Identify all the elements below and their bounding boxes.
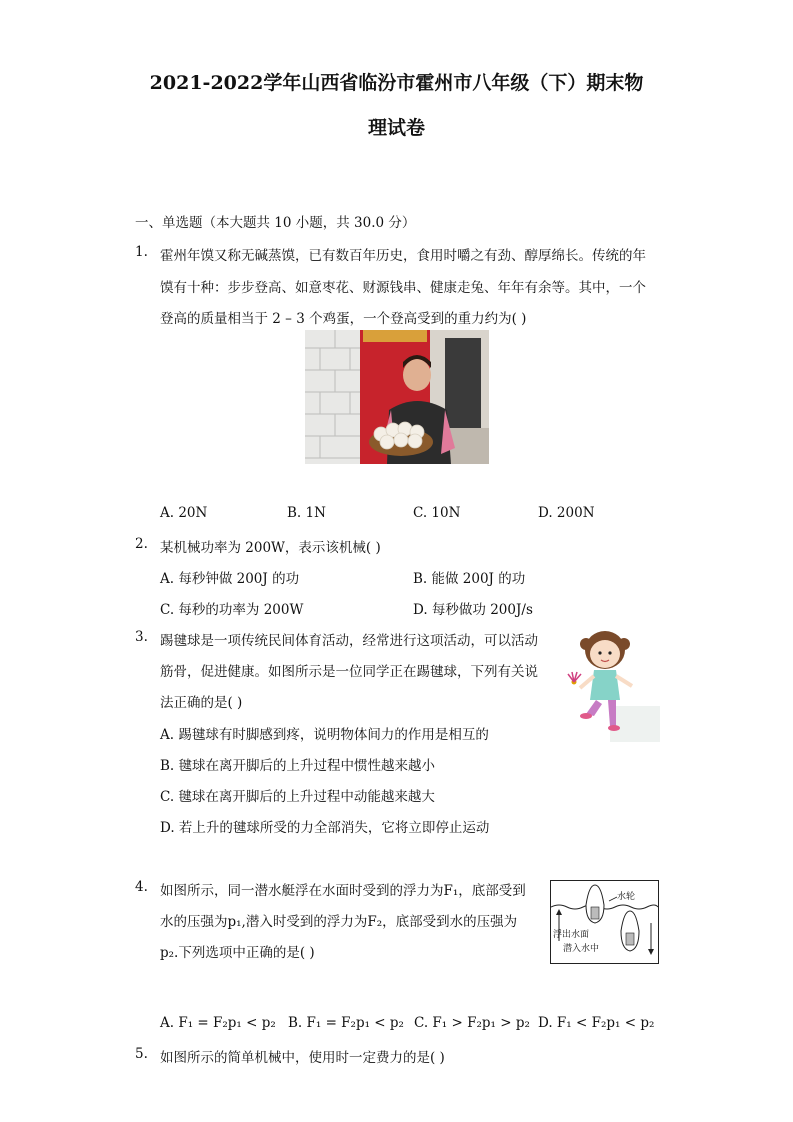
question-3-line: 筋骨，促进健康。如图所示是一位同学正在踢毽球，下列有关说 <box>160 664 538 680</box>
question-5-line: 如图所示的简单机械中，使用时一定费力的是( ) <box>160 1050 445 1066</box>
figure-label-float: 浮出水面 <box>553 930 590 940</box>
question-4-line: p₂.下列选项中正确的是( ) <box>160 945 315 961</box>
figure-label-ship: 水轮 <box>617 892 636 902</box>
question-1-option-a: A. 20N <box>160 505 208 521</box>
question-4-line: 水的压强为p₁,潜入时受到的浮力为F₂，底部受到水的压强为 <box>160 914 518 930</box>
question-5-number: 5. <box>135 1046 148 1062</box>
question-3-line: 法正确的是( ) <box>160 695 243 711</box>
question-3-option-c: C. 毽球在离开脚后的上升过程中动能越来越大 <box>160 789 435 805</box>
question-4-figure <box>550 880 659 964</box>
question-4-line: 如图所示，同一潜水艇浮在水面时受到的浮力为F₁，底部受到 <box>160 883 526 899</box>
question-3-option-a: A. 踢毽球有时脚感到疼，说明物体间力的作用是相互的 <box>160 727 489 743</box>
question-4-option-c: C. F₁ > F₂p₁ > p₂ <box>414 1015 530 1031</box>
question-3-line: 踢毽球是一项传统民间体育活动，经常进行这项活动，可以活动 <box>160 633 538 649</box>
question-2-number: 2. <box>135 536 148 552</box>
question-1-option-d: D. 200N <box>538 505 595 521</box>
question-1-line: 霍州年馍又称无碱蒸馍，已有数百年历史，食用时嚼之有劲、醇厚绵长。传统的年 <box>160 248 646 264</box>
section-heading: 一、单选题（本大题共 10 小题，共 30.0 分） <box>135 215 416 231</box>
question-2-option-c: C. 每秒的功率为 200W <box>160 602 304 618</box>
question-2-option-d: D. 每秒做功 200J/s <box>413 602 533 618</box>
question-1-line: 登高的质量相当于 2 – 3 个鸡蛋，一个登高受到的重力约为( ) <box>160 311 527 327</box>
paper-title-line1: 2021-2022学年山西省临汾市霍州市八年级（下）期末物 <box>149 72 644 94</box>
question-1-option-c: C. 10N <box>413 505 461 521</box>
question-3-option-b: B. 毽球在离开脚后的上升过程中惯性越来越小 <box>160 758 436 774</box>
question-2-option-b: B. 能做 200J 的功 <box>413 571 526 587</box>
question-2-option-a: A. 每秒钟做 200J 的功 <box>160 571 300 587</box>
figure-label-dive: 潜入水中 <box>563 944 600 954</box>
question-1-option-b: B. 1N <box>287 505 326 521</box>
question-3-figure <box>560 626 660 742</box>
question-4-option-d: D. F₁ < F₂p₁ < p₂ <box>538 1015 655 1031</box>
question-1-line: 馍有十种：步步登高、如意枣花、财源钱串、健康走兔、年年有余等。其中，一个 <box>160 280 646 296</box>
question-4-option-b: B. F₁ = F₂p₁ < p₂ <box>288 1015 404 1031</box>
question-1-photo <box>305 330 489 464</box>
paper-title-line2: 理试卷 <box>367 117 425 139</box>
question-2-line: 某机械功率为 200W，表示该机械( ) <box>160 540 381 556</box>
question-4-option-a: A. F₁ = F₂p₁ < p₂ <box>160 1015 276 1031</box>
question-3-number: 3. <box>135 629 148 645</box>
question-4-number: 4. <box>135 879 148 895</box>
question-1-number: 1. <box>135 244 148 260</box>
question-3-option-d: D. 若上升的毽球所受的力全部消失，它将立即停止运动 <box>160 820 490 836</box>
